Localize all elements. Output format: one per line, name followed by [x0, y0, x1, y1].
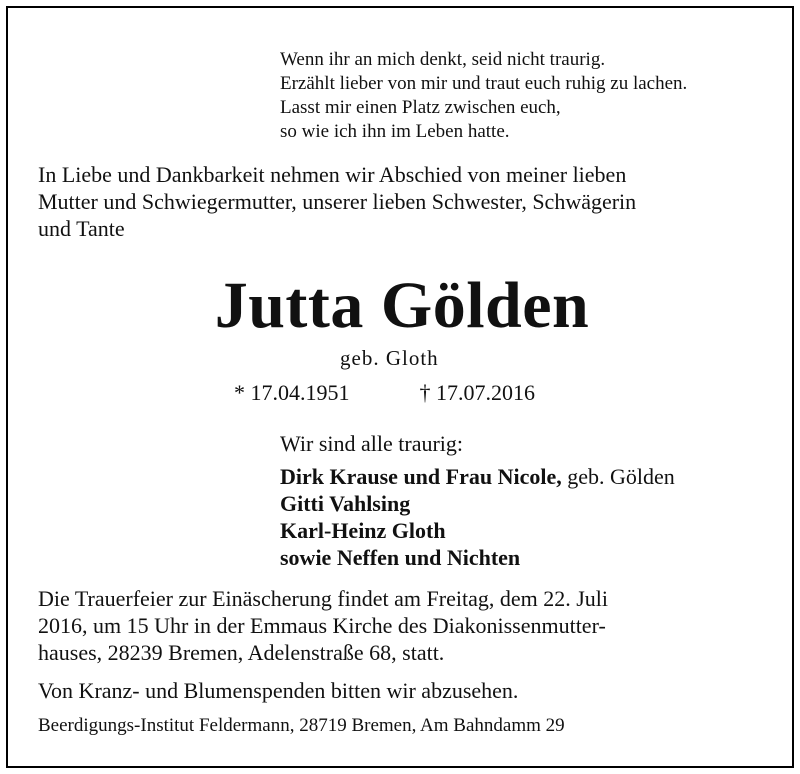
ceremony-info	[38, 585, 768, 666]
intro-text	[38, 161, 778, 242]
mourner-name: Karl-Heinz Gloth	[280, 518, 446, 543]
mourner-name: Gitti Vahlsing	[280, 491, 411, 516]
mourner-line	[280, 544, 675, 571]
life-dates	[234, 380, 535, 406]
mourner-line	[280, 517, 675, 544]
flowers-note: Von Kranz- und Blumenspenden bitten wir abzusehen.	[38, 678, 519, 703]
obituary-frame	[6, 6, 794, 768]
funeral-home: Beerdigungs-Institut Feldermann, 28719 Bremen, Am Bahndamm 29	[38, 715, 565, 736]
poem-line: Wenn ihr an mich denkt, seid nicht traurig.	[280, 49, 606, 70]
intro-line: In Liebe und Dankbarkeit nehmen wir Abschied von meiner lieben	[38, 162, 627, 187]
mourner-note: geb. Gölden	[561, 464, 675, 489]
intro-line: und Tante	[38, 216, 125, 241]
death-date: † 17.07.2016	[419, 380, 535, 405]
birth-name: geb. Gloth	[340, 346, 439, 370]
poem	[280, 48, 687, 144]
poem-line: Lasst mir einen Platz zwischen euch,	[280, 97, 561, 118]
poem-line: so wie ich ihn im Leben hatte.	[280, 121, 510, 142]
ceremony-line: hauses, 28239 Bremen, Adelenstraße 68, statt.	[38, 640, 445, 665]
ceremony-line: 2016, um 15 Uhr in der Emmaus Kirche des Diakonissenmutter-	[38, 613, 606, 638]
deceased-name: Jutta Gölden	[214, 269, 590, 342]
ceremony-line: Die Trauerfeier zur Einäscherung findet am Freitag, dem 22. Juli	[38, 586, 609, 611]
mourner-line	[280, 490, 675, 517]
mourners-heading: Wir sind alle traurig:	[280, 431, 464, 456]
mourner-line	[280, 463, 675, 490]
intro-line: Mutter und Schwiegermutter, unserer lieben Schwester, Schwägerin	[38, 189, 637, 214]
poem-line: Erzählt lieber von mir und traut euch ruhig zu lachen.	[280, 73, 688, 94]
mourner-name: Dirk Krause und Frau Nicole,	[280, 464, 562, 489]
birth-date: * 17.04.1951	[234, 380, 350, 405]
mourners-list	[280, 430, 675, 571]
mourner-name: sowie Neffen und Nichten	[280, 545, 521, 570]
